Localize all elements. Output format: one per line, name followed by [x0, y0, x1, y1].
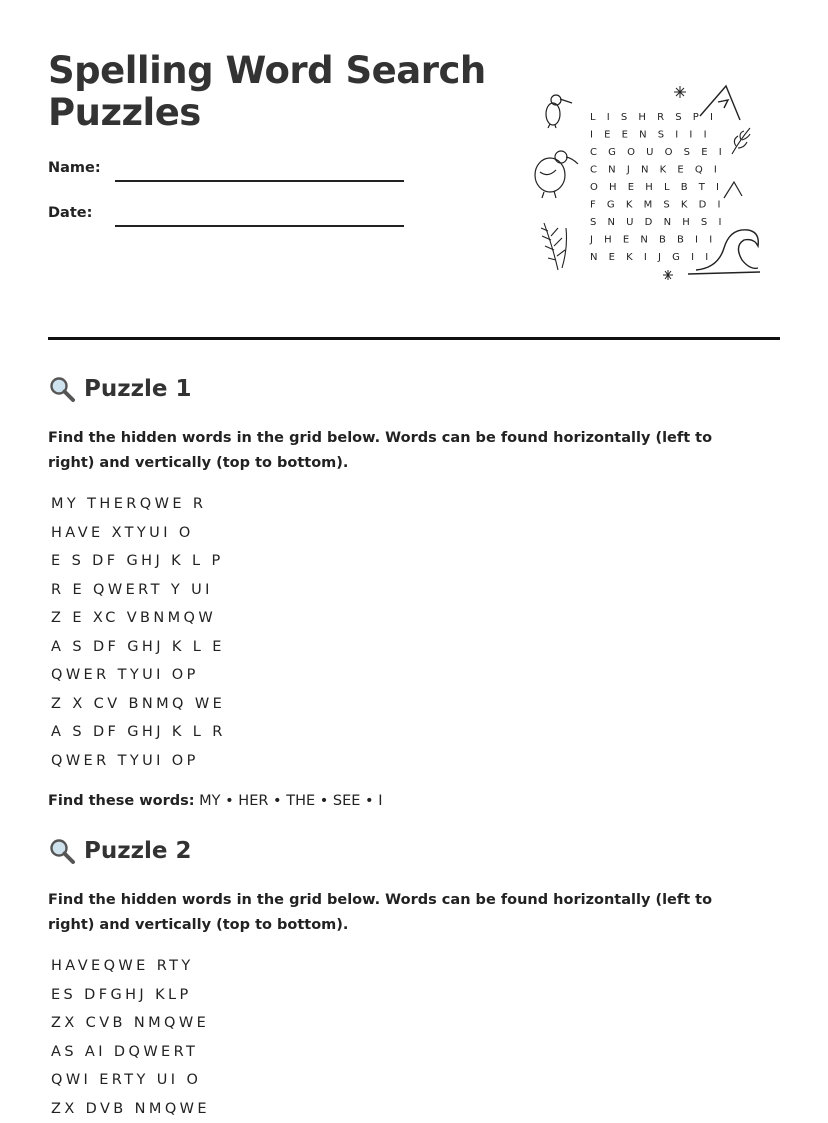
puzzle-title-text: Puzzle 2: [84, 838, 192, 864]
grid-row: QWER TYUI OP: [51, 661, 780, 690]
title-line-2: Puzzles: [48, 91, 201, 134]
date-field[interactable]: [48, 205, 408, 235]
grid-row: ES DFGHJ KLP: [51, 981, 780, 1010]
name-label: Name:: [48, 160, 101, 176]
small-mountain-icon: [724, 182, 742, 198]
page-title: [48, 50, 508, 134]
grid-row: A S DF GHJ K L R: [51, 718, 780, 747]
illustration-grid-row: C N J N K E Q I: [590, 165, 721, 176]
name-field[interactable]: [48, 160, 408, 190]
find-words-label: Find these words:: [48, 793, 195, 809]
illustration-grid-row: I E E N S I I I: [590, 130, 711, 141]
grid-row: MY THERQWE R: [51, 490, 780, 519]
grid-row: ZX DVB NMQWE: [51, 1095, 780, 1123]
grid-row: QWI ERTY UI O: [51, 1066, 780, 1095]
leaf-icon: [732, 128, 750, 154]
grid-row: Z E XC VBNMQW: [51, 604, 780, 633]
illustration-grid-row: C G O U O S E I: [590, 147, 726, 158]
illustration-grid-row: J H E N B B I I: [589, 235, 716, 246]
letter-grid: [51, 490, 780, 775]
puzzle-title: [48, 372, 780, 406]
grid-row: HAVEQWE RTY: [51, 952, 780, 981]
kiwi-bird-icon: [535, 151, 578, 198]
puzzle-1-section: [48, 372, 780, 809]
letter-grid: [51, 952, 780, 1123]
grid-row: QWER TYUI OP: [51, 747, 780, 776]
title-line-1: Spelling Word Search: [48, 49, 486, 92]
magnifying-glass-icon: [48, 375, 76, 403]
grid-row: E S DF GHJ K L P: [51, 547, 780, 576]
find-words-list: MY • HER • THE • SEE • I: [199, 793, 382, 809]
illustration-grid-row: L I S H R S P I: [590, 112, 717, 123]
puzzle-title: [48, 834, 780, 868]
illustration-grid-row: S N U D N H S I: [590, 217, 725, 228]
illustration-grid-row: F G K M S K D I: [590, 200, 725, 211]
worksheet-header: [48, 50, 508, 134]
find-words-line: [48, 793, 780, 809]
grid-row: HAVE XTYUI O: [51, 519, 780, 548]
header-divider: [48, 337, 780, 340]
grid-row: Z X CV BNMQ WE: [51, 690, 780, 719]
illustration-grid-row: N E K I J G I I: [590, 252, 712, 263]
name-line[interactable]: [115, 180, 404, 182]
illustration-letter-grid: [589, 112, 726, 263]
date-label: Date:: [48, 205, 92, 221]
grid-row: A S DF GHJ K L E: [51, 633, 780, 662]
word-search-illustration: [528, 78, 764, 288]
illustration-grid-row: O H E H L B T I: [590, 182, 723, 193]
puzzle-2-section: [48, 834, 780, 1123]
grid-row: R E QWERT Y UI: [51, 576, 780, 605]
grid-row: ZX CVB NMQWE: [51, 1009, 780, 1038]
puzzle-instructions: Find the hidden words in the grid below. Words can be found horizontally (left to right) and vertically (top to bottom).: [48, 888, 738, 938]
grid-row: AS AI DQWERT: [51, 1038, 780, 1067]
bird-icon: [546, 95, 572, 128]
date-line[interactable]: [115, 225, 404, 227]
puzzle-instructions: Find the hidden words in the grid below. Words can be found horizontally (left to right) and vertically (top to bottom).: [48, 426, 738, 476]
magnifying-glass-icon: [48, 837, 76, 865]
fern-icon: [541, 223, 567, 270]
puzzle-title-text: Puzzle 1: [84, 376, 192, 402]
